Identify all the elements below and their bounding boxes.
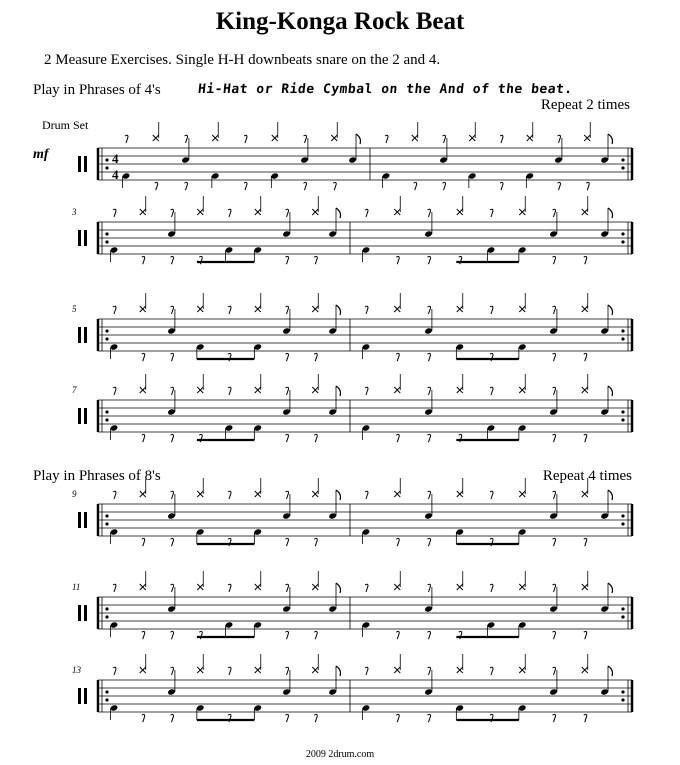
bass-note — [225, 621, 234, 628]
repeat-dot — [621, 418, 624, 421]
instrument-label: Drum Set — [42, 118, 89, 132]
repeat-dot — [105, 522, 108, 525]
snare-note — [300, 156, 309, 163]
snare-note — [328, 605, 337, 612]
eighth-rest — [286, 306, 289, 314]
snare-note — [424, 408, 433, 415]
snare-note — [167, 327, 176, 334]
eighth-rest — [428, 387, 431, 395]
repeat-dot — [105, 514, 108, 517]
snare-note — [328, 408, 337, 415]
bass-note — [487, 424, 496, 431]
snare-note — [167, 512, 176, 519]
eighth-rest — [314, 714, 317, 722]
percussion-clef — [84, 512, 87, 528]
bass-note — [362, 424, 371, 431]
eighth-rest — [228, 491, 231, 499]
note-flag — [336, 305, 341, 315]
bass-note — [518, 343, 527, 350]
eighth-rest — [428, 584, 431, 592]
bass-note — [110, 528, 119, 535]
bass-note — [455, 343, 464, 350]
eighth-rest — [304, 182, 307, 190]
repeat-dot — [621, 615, 624, 618]
snare-note — [600, 156, 609, 163]
eighth-rest — [185, 182, 188, 190]
repeat-dot — [621, 690, 624, 693]
eighth-rest — [553, 256, 556, 264]
bass-note — [253, 424, 262, 431]
eighth-rest — [142, 538, 145, 546]
snare-note — [424, 327, 433, 334]
eighth-rest — [113, 209, 116, 217]
eighth-rest — [553, 491, 556, 499]
eighth-rest — [286, 434, 289, 442]
snare-note — [439, 156, 448, 163]
eighth-rest — [500, 182, 503, 190]
eighth-rest — [171, 353, 174, 361]
measure-number: 5 — [72, 304, 77, 314]
bass-note — [518, 246, 527, 253]
bass-note — [455, 528, 464, 535]
eighth-rest — [171, 538, 174, 546]
snare-note — [600, 230, 609, 237]
eighth-rest — [365, 209, 368, 217]
eighth-rest — [428, 538, 431, 546]
bass-note — [487, 621, 496, 628]
bass-note — [518, 528, 527, 535]
eighth-rest — [228, 306, 231, 314]
bass-note — [253, 246, 262, 253]
eighth-rest — [244, 182, 247, 190]
eighth-rest — [142, 256, 145, 264]
eighth-rest — [228, 584, 231, 592]
bass-note — [362, 528, 371, 535]
measure-number: 11 — [72, 582, 81, 592]
eighth-rest — [584, 256, 587, 264]
snare-note — [328, 230, 337, 237]
measure-number: 13 — [72, 665, 81, 675]
percussion-clef — [84, 688, 87, 704]
eighth-rest — [584, 631, 587, 639]
note-flag — [336, 583, 341, 593]
bass-note — [196, 343, 205, 350]
eighth-rest — [396, 434, 399, 442]
eighth-rest — [553, 631, 556, 639]
repeat-dot — [105, 166, 108, 169]
eighth-rest — [286, 714, 289, 722]
snare-note — [282, 408, 291, 415]
eighth-rest — [171, 209, 174, 217]
eighth-rest — [553, 434, 556, 442]
eighth-rest — [171, 256, 174, 264]
eighth-rest — [286, 491, 289, 499]
snare-note — [549, 512, 558, 519]
percussion-clef — [84, 230, 87, 246]
page-title: King-Konga Rock Beat — [215, 8, 465, 35]
repeat-dot — [621, 410, 624, 413]
eighth-rest — [125, 135, 128, 143]
staff-system — [72, 293, 632, 361]
bass-note — [362, 621, 371, 628]
snare-note — [600, 605, 609, 612]
eighth-rest — [365, 306, 368, 314]
snare-note — [328, 327, 337, 334]
percussion-clef — [78, 688, 81, 704]
bass-note — [122, 172, 131, 179]
eighth-rest — [490, 209, 493, 217]
bass-note — [487, 246, 496, 253]
eighth-rest — [171, 631, 174, 639]
snare-note — [167, 688, 176, 695]
snare-note — [549, 408, 558, 415]
eighth-rest — [244, 135, 247, 143]
bass-note — [196, 528, 205, 535]
percussion-clef — [84, 327, 87, 343]
percussion-clef — [78, 605, 81, 621]
percussion-clef — [78, 327, 81, 343]
staff-system — [72, 571, 632, 639]
eighth-rest — [113, 491, 116, 499]
bass-note — [518, 424, 527, 431]
eighth-rest — [286, 387, 289, 395]
eighth-rest — [428, 491, 431, 499]
snare-note — [282, 605, 291, 612]
note-flag — [336, 386, 341, 396]
eighth-rest — [314, 434, 317, 442]
staff-system — [72, 654, 632, 722]
snare-note — [328, 512, 337, 519]
eighth-rest — [365, 584, 368, 592]
snare-note — [549, 605, 558, 612]
snare-note — [167, 230, 176, 237]
snare-note — [549, 230, 558, 237]
eighth-rest — [228, 667, 231, 675]
eighth-rest — [553, 584, 556, 592]
repeat-dot — [105, 615, 108, 618]
eighth-rest — [553, 353, 556, 361]
repeat-dot — [621, 166, 624, 169]
eighth-rest — [365, 387, 368, 395]
eighth-rest — [155, 182, 158, 190]
eighth-rest — [396, 538, 399, 546]
repeat-dot — [105, 698, 108, 701]
note-flag — [608, 490, 613, 500]
note-flag — [608, 583, 613, 593]
eighth-rest — [314, 256, 317, 264]
eighth-rest — [113, 584, 116, 592]
eighth-rest — [396, 714, 399, 722]
percussion-clef — [84, 605, 87, 621]
eighth-rest — [553, 667, 556, 675]
staff-system — [71, 196, 632, 264]
snare-note — [600, 512, 609, 519]
eighth-rest — [113, 387, 116, 395]
eighth-rest — [286, 584, 289, 592]
bass-note — [225, 246, 234, 253]
subtitle: 2 Measure Exercises. Single H-H downbeats snare on the 2 and 4. — [44, 52, 441, 68]
eighth-rest — [314, 631, 317, 639]
percussion-clef — [84, 408, 87, 424]
eighth-rest — [558, 182, 561, 190]
eighth-rest — [428, 434, 431, 442]
snare-note — [424, 605, 433, 612]
note-flag — [356, 134, 361, 144]
eighth-rest — [314, 538, 317, 546]
repeat-dot — [621, 232, 624, 235]
eighth-rest — [142, 631, 145, 639]
eighth-rest — [553, 538, 556, 546]
eighth-rest — [286, 631, 289, 639]
eighth-rest — [428, 714, 431, 722]
percussion-clef — [78, 156, 81, 172]
bass-note — [468, 172, 477, 179]
repeat-dot — [105, 240, 108, 243]
eighth-rest — [428, 667, 431, 675]
repeat-dot — [621, 337, 624, 340]
eighth-rest — [443, 182, 446, 190]
snare-note — [600, 327, 609, 334]
eighth-rest — [558, 135, 561, 143]
bass-note — [362, 704, 371, 711]
snare-note — [600, 688, 609, 695]
eighth-rest — [396, 353, 399, 361]
snare-note — [424, 512, 433, 519]
repeat-dot — [105, 690, 108, 693]
snare-note — [348, 156, 357, 163]
snare-note — [424, 230, 433, 237]
eighth-rest — [286, 256, 289, 264]
handwritten-note: Hi-Hat or Ride Cymbal on the And of the beat. — [197, 82, 574, 97]
eighth-rest — [490, 491, 493, 499]
eighth-rest — [286, 209, 289, 217]
repeat-dot — [621, 607, 624, 610]
snare-note — [282, 327, 291, 334]
footer-credit: 2009 2drum.com — [305, 749, 375, 760]
snare-note — [167, 408, 176, 415]
eighth-rest — [365, 491, 368, 499]
eighth-rest — [171, 387, 174, 395]
eighth-rest — [553, 714, 556, 722]
bass-note — [110, 343, 119, 350]
eighth-rest — [228, 387, 231, 395]
snare-note — [424, 688, 433, 695]
snare-note — [282, 230, 291, 237]
eighth-rest — [185, 135, 188, 143]
eighth-rest — [584, 714, 587, 722]
eighth-rest — [584, 538, 587, 546]
eighth-rest — [113, 306, 116, 314]
eighth-rest — [490, 584, 493, 592]
eighth-rest — [553, 209, 556, 217]
eighth-rest — [314, 353, 317, 361]
eighth-rest — [553, 306, 556, 314]
eighth-rest — [500, 135, 503, 143]
bass-note — [362, 246, 371, 253]
note-flag — [336, 490, 341, 500]
eighth-rest — [142, 714, 145, 722]
measure-number: 9 — [72, 489, 77, 499]
bass-note — [455, 704, 464, 711]
snare-note — [328, 688, 337, 695]
eighth-rest — [414, 182, 417, 190]
snare-note — [554, 156, 563, 163]
bass-note — [196, 704, 205, 711]
bass-note — [525, 172, 534, 179]
bass-note — [253, 343, 262, 350]
staff-system — [78, 122, 632, 190]
eighth-rest — [286, 353, 289, 361]
note-flag — [608, 134, 613, 144]
snare-note — [167, 605, 176, 612]
eighth-rest — [286, 667, 289, 675]
note-flag — [336, 208, 341, 218]
eighth-rest — [142, 353, 145, 361]
percussion-clef — [78, 408, 81, 424]
bass-note — [253, 621, 262, 628]
eighth-rest — [286, 538, 289, 546]
bass-note — [110, 621, 119, 628]
repeat-dot — [105, 329, 108, 332]
snare-note — [549, 327, 558, 334]
bass-note — [110, 704, 119, 711]
repeat-dot — [105, 607, 108, 610]
snare-note — [181, 156, 190, 163]
repeat-instruction-2: Repeat 4 times — [542, 468, 632, 484]
eighth-rest — [333, 182, 336, 190]
staff-system — [72, 478, 632, 546]
repeat-dot — [621, 329, 624, 332]
note-flag — [608, 666, 613, 676]
eighth-rest — [171, 584, 174, 592]
eighth-rest — [171, 491, 174, 499]
repeat-dot — [621, 698, 624, 701]
percussion-clef — [78, 512, 81, 528]
eighth-rest — [490, 306, 493, 314]
eighth-rest — [428, 256, 431, 264]
repeat-dot — [621, 158, 624, 161]
repeat-dot — [621, 522, 624, 525]
repeat-instruction-1: Repeat 2 times — [540, 97, 630, 113]
note-flag — [608, 305, 613, 315]
eighth-rest — [171, 714, 174, 722]
repeat-dot — [105, 418, 108, 421]
eighth-rest — [385, 135, 388, 143]
section-label-phrases-4: Play in Phrases of 4's — [33, 82, 161, 98]
bass-note — [225, 424, 234, 431]
bass-note — [110, 424, 119, 431]
repeat-dot — [621, 514, 624, 517]
eighth-rest — [428, 631, 431, 639]
eighth-rest — [365, 667, 368, 675]
section-label-phrases-8: Play in Phrases of 8's — [33, 468, 161, 484]
snare-note — [282, 688, 291, 695]
bass-note — [270, 172, 279, 179]
repeat-dot — [105, 337, 108, 340]
bass-note — [362, 343, 371, 350]
eighth-rest — [553, 387, 556, 395]
eighth-rest — [428, 306, 431, 314]
bass-note — [253, 704, 262, 711]
note-flag — [608, 208, 613, 218]
eighth-rest — [586, 182, 589, 190]
measure-number: 3 — [72, 207, 77, 217]
staff-system — [72, 374, 632, 442]
eighth-rest — [490, 387, 493, 395]
eighth-rest — [490, 667, 493, 675]
dynamic-marking: mf — [33, 147, 49, 162]
percussion-clef — [78, 230, 81, 246]
eighth-rest — [142, 434, 145, 442]
time-signature-top: 4 — [112, 151, 119, 167]
note-flag — [336, 666, 341, 676]
eighth-rest — [584, 434, 587, 442]
eighth-rest — [171, 306, 174, 314]
eighth-rest — [171, 667, 174, 675]
bass-note — [518, 704, 527, 711]
snare-note — [282, 512, 291, 519]
percussion-clef — [84, 156, 87, 172]
bass-note — [253, 528, 262, 535]
eighth-rest — [113, 667, 116, 675]
repeat-dot — [105, 232, 108, 235]
bass-note — [211, 172, 220, 179]
eighth-rest — [396, 256, 399, 264]
eighth-rest — [443, 135, 446, 143]
bass-note — [518, 621, 527, 628]
eighth-rest — [584, 353, 587, 361]
note-flag — [608, 386, 613, 396]
eighth-rest — [304, 135, 307, 143]
eighth-rest — [396, 631, 399, 639]
snare-note — [600, 408, 609, 415]
bass-note — [110, 246, 119, 253]
bass-note — [382, 172, 391, 179]
measure-number: 7 — [72, 385, 77, 395]
eighth-rest — [228, 209, 231, 217]
time-signature-bottom: 4 — [112, 167, 119, 183]
eighth-rest — [428, 353, 431, 361]
eighth-rest — [428, 209, 431, 217]
repeat-dot — [105, 410, 108, 413]
repeat-dot — [621, 240, 624, 243]
snare-note — [549, 688, 558, 695]
repeat-dot — [105, 158, 108, 161]
eighth-rest — [171, 434, 174, 442]
